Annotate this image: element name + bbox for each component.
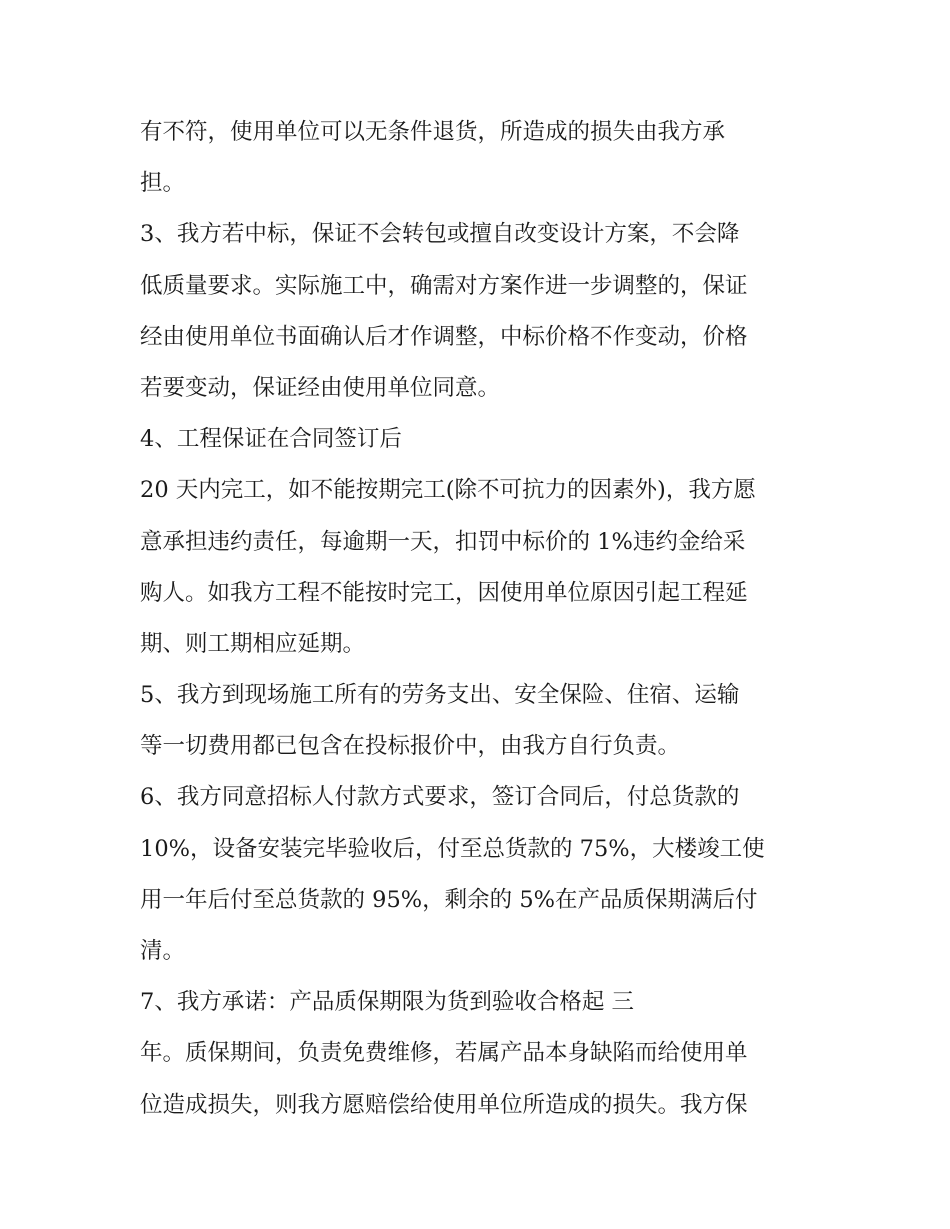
clause-4-line: 4、工程保证在合同签订后	[140, 426, 402, 453]
text-line: 经由使用单位书面确认后才作调整，中标价格不作变动，价格	[140, 323, 748, 350]
text-line: 等一切费用都已包含在投标报价中，由我方自行负责。	[140, 733, 681, 760]
clause-7-line: 7、我方承诺：产品质保期限为货到验收合格起 三	[140, 989, 634, 1016]
text-line: 20 天内完工，如不能按期完工(除不可抗力的因素外)，我方愿	[140, 477, 756, 504]
clause-3-line: 3、我方若中标，保证不会转包或擅自改变设计方案，不会降	[140, 221, 740, 248]
text-line: 担。	[140, 170, 186, 197]
text-line: 年。质保期间，负责免费维修，若属产品本身缺陷而给使用单	[140, 1040, 748, 1067]
text-line: 低质量要求。实际施工中，确需对方案作进一步调整的，保证	[140, 272, 748, 299]
clause-6-line: 6、我方同意招标人付款方式要求，签订合同后，付总货款的	[140, 784, 740, 811]
text-line: 期、则工期相应延期。	[140, 630, 366, 657]
text-line: 位造成损失，则我方愿赔偿给使用单位所造成的损失。我方保	[140, 1091, 748, 1118]
text-line: 10%，设备安装完毕验收后，付至总货款的 75%，大楼竣工使	[140, 835, 765, 862]
text-line: 用一年后付至总货款的 95%，剩余的 5%在产品质保期满后付	[140, 886, 758, 913]
text-line: 若要变动，保证经由使用单位同意。	[140, 374, 501, 401]
text-line: 清。	[140, 938, 186, 964]
text-line: 有不符，使用单位可以无条件退货，所造成的损失由我方承	[140, 119, 726, 145]
text-line: 购人。如我方工程不能按时完工，因使用单位原因引起工程延	[140, 579, 748, 606]
text-line: 意承担违约责任，每逾期一天，扣罚中标价的 1%违约金给采	[140, 528, 746, 555]
clause-5-line: 5、我方到现场施工所有的劳务支出、安全保险、住宿、运输	[140, 682, 740, 709]
document-body	[140, 107, 830, 1131]
